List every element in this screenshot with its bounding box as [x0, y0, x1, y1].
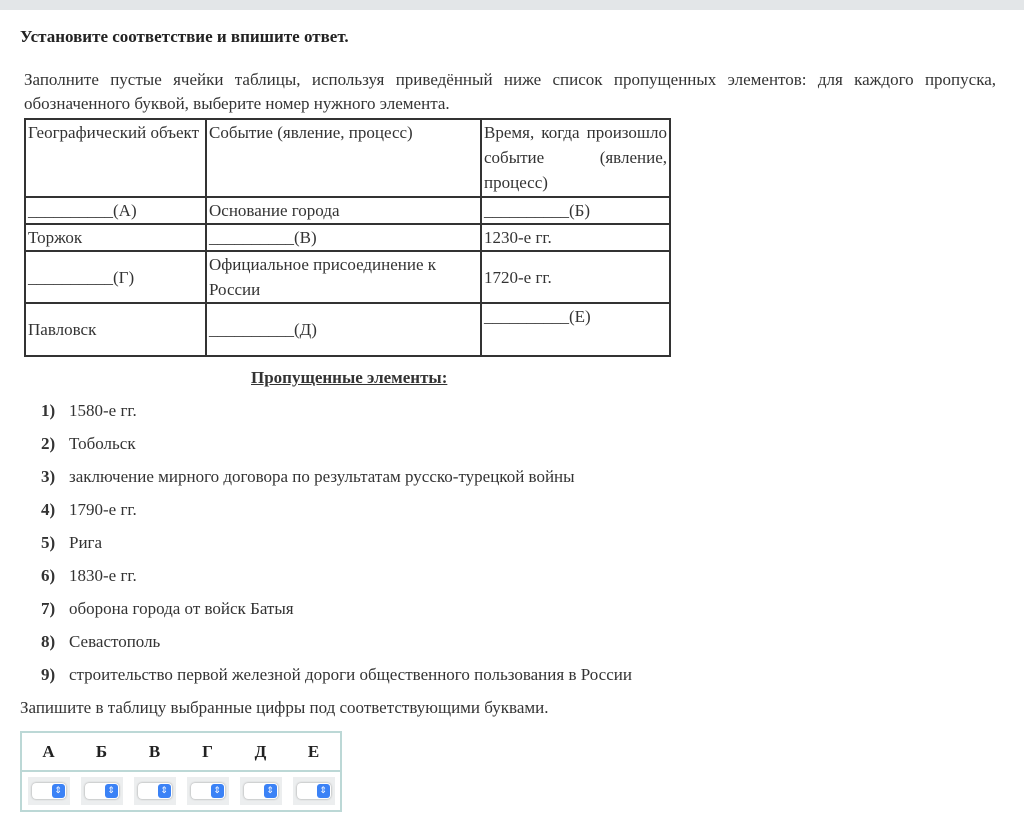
answer-letter: А: [21, 732, 75, 771]
cell: __________(Е): [481, 303, 670, 356]
list-item: [41, 400, 632, 433]
answer-cell: [128, 771, 181, 811]
item-text: Тобольск: [69, 434, 136, 453]
list-item: [41, 532, 632, 565]
select-wrapper: [240, 777, 282, 805]
answer-letter: Д: [234, 732, 287, 771]
item-text: 1830-е гг.: [69, 566, 137, 585]
item-text: 1790-е гг.: [69, 500, 137, 519]
answer-select[interactable]: [138, 783, 172, 799]
item-text: строительство первой железной дороги общественного пользования в России: [69, 665, 632, 684]
answer-select[interactable]: [85, 783, 119, 799]
cell: 1230-е гг.: [481, 224, 670, 251]
list-item: [41, 565, 632, 598]
answer-letter: В: [128, 732, 181, 771]
answer-table: [20, 731, 342, 812]
answer-letters-row: [21, 732, 341, 771]
answer-letter: Е: [287, 732, 341, 771]
select-chevron-icon: ⇕: [52, 784, 65, 798]
cell: __________(В): [206, 224, 481, 251]
select-wrapper: [187, 777, 229, 805]
cell: Павловск: [25, 303, 206, 356]
item-number: 7): [41, 599, 56, 618]
cell: Официальное присоединение к России: [206, 251, 481, 303]
select-chevron-icon: ⇕: [105, 784, 118, 798]
item-number: 4): [41, 500, 56, 519]
item-number: 5): [41, 533, 56, 552]
item-text: оборона города от войск Батыя: [69, 599, 294, 618]
cell: __________(А): [25, 197, 206, 224]
cell: __________(Д): [206, 303, 481, 356]
select-wrapper: [134, 777, 176, 805]
select-chevron-icon: ⇕: [264, 784, 277, 798]
cell: __________(Г): [25, 251, 206, 303]
table-row: [25, 197, 670, 224]
list-item: [41, 466, 632, 499]
select-chevron-icon: ⇕: [158, 784, 171, 798]
item-text: Рига: [69, 533, 103, 552]
header-cell: Событие (явление, процесс): [206, 119, 481, 197]
header-cell: Географический объект: [25, 119, 206, 197]
missing-elements-list: [41, 400, 632, 697]
answer-letter: Г: [181, 732, 234, 771]
item-text: заключение мирного договора по результатам русско-турецкой войны: [69, 467, 575, 486]
list-item: [41, 433, 632, 466]
answer-cell: [287, 771, 341, 811]
item-number: 3): [41, 467, 56, 486]
item-number: 1): [41, 401, 56, 420]
item-number: 9): [41, 665, 56, 684]
answer-instructions: Запишите в таблицу выбранные цифры под соответствующими буквами.: [20, 698, 549, 717]
answer-select[interactable]: [32, 783, 66, 799]
task-title: Установите соответствие и впишите ответ.: [20, 27, 349, 46]
list-item: [41, 631, 632, 664]
select-chevron-icon: ⇕: [317, 784, 330, 798]
answer-cell: [21, 771, 75, 811]
select-wrapper: [293, 777, 335, 805]
missing-elements-heading: Пропущенные элементы:: [251, 368, 448, 387]
answer-cell: [234, 771, 287, 811]
select-wrapper: [81, 777, 123, 805]
cell: Основание города: [206, 197, 481, 224]
answer-select[interactable]: [244, 783, 278, 799]
header-cell: Время, когда произошло событие (явление, процесс): [481, 119, 670, 197]
table-row: [25, 303, 670, 356]
cell: 1720-е гг.: [481, 251, 670, 303]
answer-select[interactable]: [191, 783, 225, 799]
item-text: Севастополь: [69, 632, 161, 651]
list-item: [41, 499, 632, 532]
item-number: 6): [41, 566, 56, 585]
cell: Торжок: [25, 224, 206, 251]
item-number: 8): [41, 632, 56, 651]
select-wrapper: [28, 777, 70, 805]
top-bar: [0, 0, 1024, 10]
table-row: [25, 251, 670, 303]
answer-selects-row: [21, 771, 341, 811]
answer-cell: [75, 771, 128, 811]
answer-select[interactable]: [297, 783, 331, 799]
task-instructions: Заполните пустые ячейки таблицы, используя приведённый ниже список пропущенных элементов: для каждого пропуска, обозначенного буквой, выберите номер нужного элемента.: [24, 70, 996, 113]
cell: __________(Б): [481, 197, 670, 224]
table-header-row: [25, 119, 670, 197]
list-item: [41, 598, 632, 631]
select-chevron-icon: ⇕: [211, 784, 224, 798]
table-row: [25, 224, 670, 251]
item-number: 2): [41, 434, 56, 453]
task-table: [24, 118, 671, 357]
answer-letter: Б: [75, 732, 128, 771]
answer-cell: [181, 771, 234, 811]
item-text: 1580-е гг.: [69, 401, 137, 420]
list-item: [41, 664, 632, 697]
